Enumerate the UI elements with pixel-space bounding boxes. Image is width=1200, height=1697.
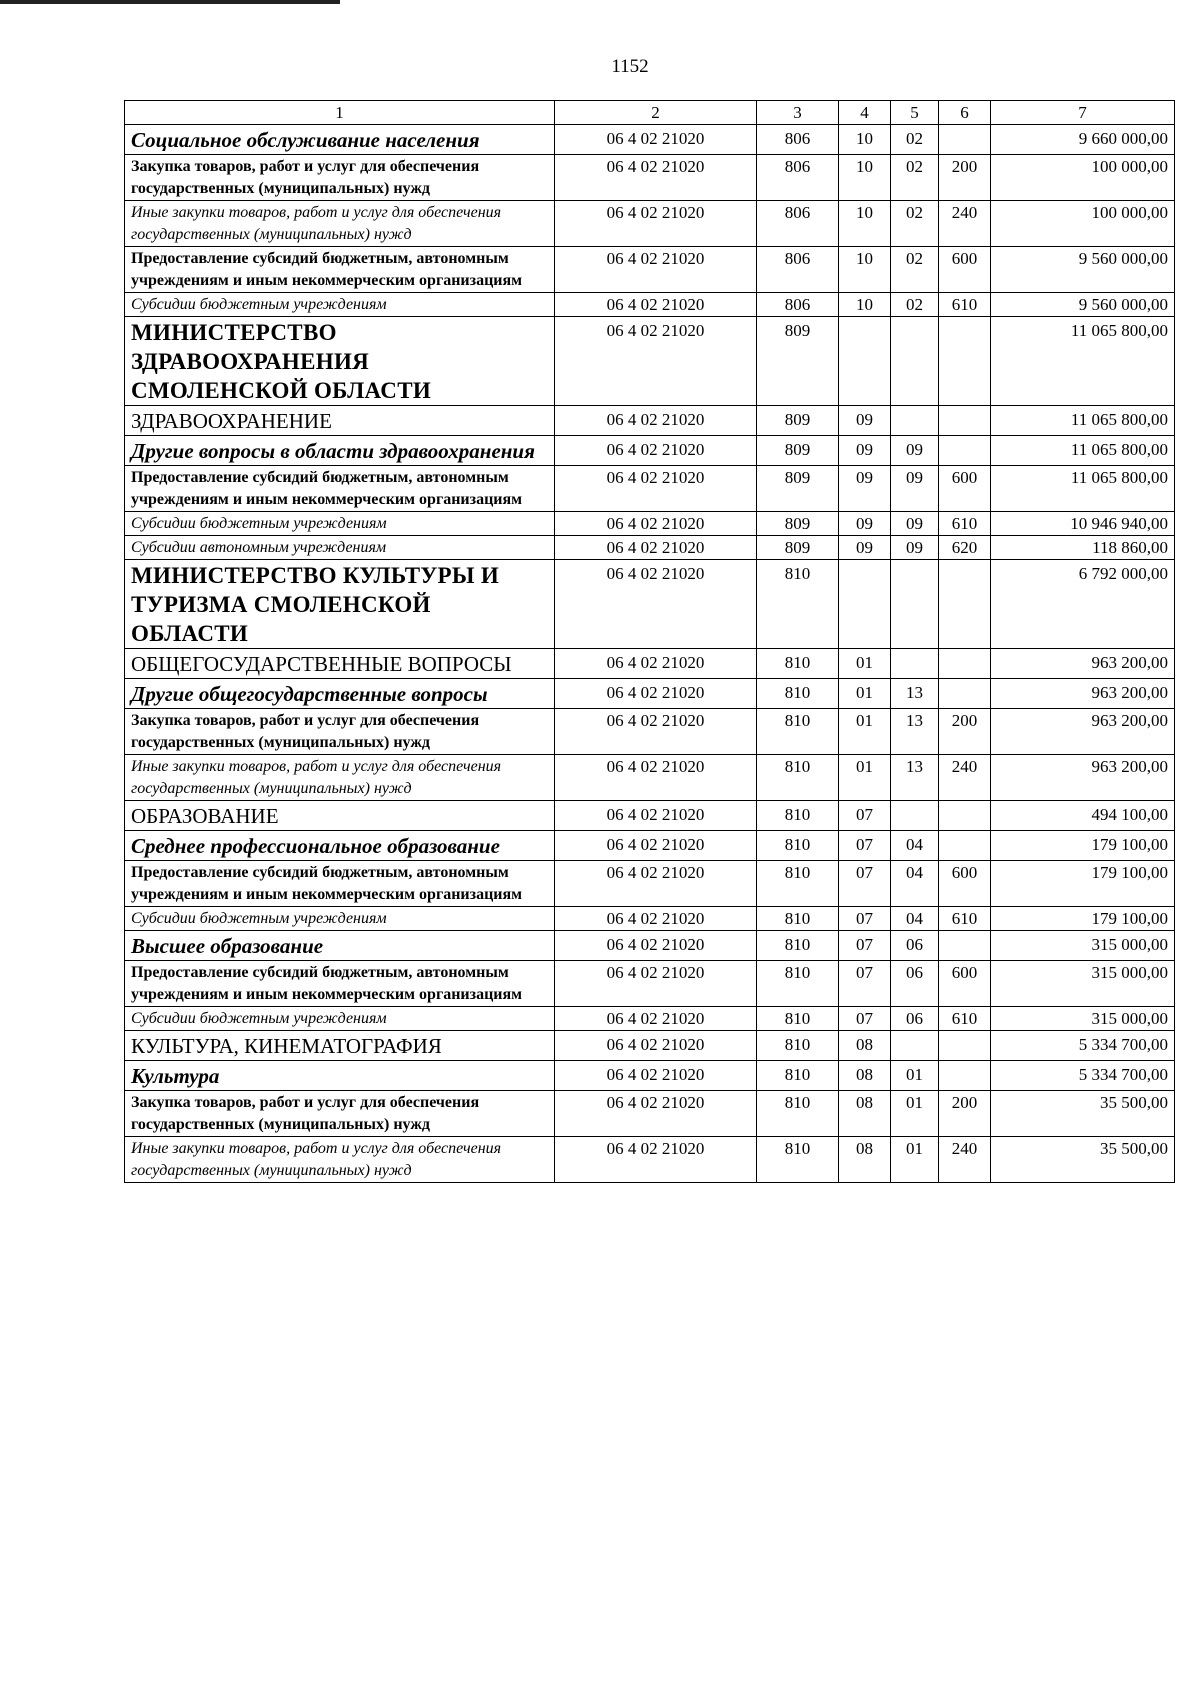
subsection-code-cell	[891, 1031, 939, 1061]
item-name-cell: КУЛЬТУРА, КИНЕМАТОГРАФИЯ	[125, 1031, 555, 1061]
table-row	[125, 1137, 1175, 1183]
amount-cell: 963 200,00	[991, 755, 1175, 801]
table-row	[125, 1061, 1175, 1091]
header-row	[125, 101, 1175, 125]
table-row	[125, 649, 1175, 679]
target-code-cell: 06 4 02 21020	[555, 125, 757, 155]
target-code-cell: 06 4 02 21020	[555, 466, 757, 512]
section-code-cell	[839, 560, 891, 649]
expense-type-code-cell: 240	[939, 755, 991, 801]
section-code-cell: 10	[839, 155, 891, 201]
item-name-cell: МИНИСТЕРСТВО КУЛЬТУРЫ И ТУРИЗМА СМОЛЕНСКОЙ ОБЛАСТИ	[125, 560, 555, 649]
target-code-cell: 06 4 02 21020	[555, 512, 757, 536]
subsection-code-cell: 09	[891, 466, 939, 512]
budget-table	[124, 100, 1175, 1183]
ministry-code-cell: 810	[757, 1137, 839, 1183]
table-row	[125, 466, 1175, 512]
item-name-cell: Субсидии бюджетным учреждениям	[125, 1007, 555, 1031]
target-code-cell: 06 4 02 21020	[555, 406, 757, 436]
ministry-code-cell: 809	[757, 466, 839, 512]
ministry-code-cell: 810	[757, 1061, 839, 1091]
ministry-code-cell: 810	[757, 861, 839, 907]
amount-cell: 11 065 800,00	[991, 317, 1175, 406]
subsection-code-cell: 04	[891, 861, 939, 907]
amount-cell: 9 560 000,00	[991, 247, 1175, 293]
ministry-code-cell: 810	[757, 831, 839, 861]
subsection-code-cell: 13	[891, 755, 939, 801]
ministry-code-cell: 806	[757, 155, 839, 201]
item-name-cell: Иные закупки товаров, работ и услуг для обеспечения государственных (муниципальных) нужд	[125, 201, 555, 247]
target-code-cell: 06 4 02 21020	[555, 931, 757, 961]
section-code-cell: 09	[839, 536, 891, 560]
expense-type-code-cell: 610	[939, 1007, 991, 1031]
subsection-code-cell	[891, 317, 939, 406]
amount-cell: 963 200,00	[991, 709, 1175, 755]
ministry-code-cell: 809	[757, 536, 839, 560]
table-row	[125, 125, 1175, 155]
ministry-code-cell: 809	[757, 406, 839, 436]
expense-type-code-cell	[939, 560, 991, 649]
item-name-cell: Высшее образование	[125, 931, 555, 961]
table-row	[125, 155, 1175, 201]
subsection-code-cell: 06	[891, 1007, 939, 1031]
item-name-cell: Закупка товаров, работ и услуг для обеспечения государственных (муниципальных) нужд	[125, 155, 555, 201]
ministry-code-cell: 809	[757, 436, 839, 466]
subsection-code-cell: 01	[891, 1137, 939, 1183]
amount-cell: 35 500,00	[991, 1137, 1175, 1183]
target-code-cell: 06 4 02 21020	[555, 560, 757, 649]
section-code-cell: 07	[839, 801, 891, 831]
item-name-cell: ОБЩЕГОСУДАРСТВЕННЫЕ ВОПРОСЫ	[125, 649, 555, 679]
target-code-cell: 06 4 02 21020	[555, 317, 757, 406]
ministry-code-cell: 809	[757, 317, 839, 406]
target-code-cell: 06 4 02 21020	[555, 247, 757, 293]
target-code-cell: 06 4 02 21020	[555, 293, 757, 317]
subsection-code-cell: 09	[891, 512, 939, 536]
col-header: 1	[125, 101, 555, 125]
item-name-cell: Предоставление субсидий бюджетным, автономным учреждениям и иным некоммерческим организациям	[125, 247, 555, 293]
table-row	[125, 831, 1175, 861]
expense-type-code-cell	[939, 317, 991, 406]
subsection-code-cell: 06	[891, 931, 939, 961]
amount-cell: 5 334 700,00	[991, 1031, 1175, 1061]
section-code-cell: 08	[839, 1137, 891, 1183]
scan-edge-mark	[0, 0, 340, 4]
table-row	[125, 801, 1175, 831]
ministry-code-cell: 810	[757, 801, 839, 831]
target-code-cell: 06 4 02 21020	[555, 801, 757, 831]
section-code-cell: 07	[839, 831, 891, 861]
table-row	[125, 1091, 1175, 1137]
section-code-cell: 09	[839, 406, 891, 436]
expense-type-code-cell: 240	[939, 1137, 991, 1183]
subsection-code-cell: 02	[891, 155, 939, 201]
target-code-cell: 06 4 02 21020	[555, 155, 757, 201]
expense-type-code-cell	[939, 406, 991, 436]
ministry-code-cell: 810	[757, 560, 839, 649]
amount-cell: 118 860,00	[991, 536, 1175, 560]
item-name-cell: Другие общегосударственные вопросы	[125, 679, 555, 709]
ministry-code-cell: 810	[757, 709, 839, 755]
item-name-cell: Субсидии автономным учреждениям	[125, 536, 555, 560]
table-row	[125, 1031, 1175, 1061]
amount-cell: 179 100,00	[991, 861, 1175, 907]
col-header: 2	[555, 101, 757, 125]
ministry-code-cell: 810	[757, 1091, 839, 1137]
section-code-cell: 07	[839, 961, 891, 1007]
target-code-cell: 06 4 02 21020	[555, 1091, 757, 1137]
section-code-cell: 07	[839, 1007, 891, 1031]
expense-type-code-cell: 600	[939, 247, 991, 293]
item-name-cell: Среднее профессиональное образование	[125, 831, 555, 861]
section-code-cell: 07	[839, 931, 891, 961]
table-row	[125, 861, 1175, 907]
amount-cell: 179 100,00	[991, 831, 1175, 861]
expense-type-code-cell: 200	[939, 709, 991, 755]
subsection-code-cell	[891, 560, 939, 649]
section-code-cell: 09	[839, 512, 891, 536]
subsection-code-cell: 09	[891, 536, 939, 560]
expense-type-code-cell: 610	[939, 512, 991, 536]
ministry-code-cell: 806	[757, 125, 839, 155]
target-code-cell: 06 4 02 21020	[555, 436, 757, 466]
section-code-cell: 10	[839, 293, 891, 317]
table-body	[125, 125, 1175, 1183]
expense-type-code-cell	[939, 679, 991, 709]
expense-type-code-cell	[939, 1061, 991, 1091]
target-code-cell: 06 4 02 21020	[555, 709, 757, 755]
amount-cell: 9 560 000,00	[991, 293, 1175, 317]
table-row	[125, 201, 1175, 247]
target-code-cell: 06 4 02 21020	[555, 961, 757, 1007]
target-code-cell: 06 4 02 21020	[555, 1137, 757, 1183]
item-name-cell: ОБРАЗОВАНИЕ	[125, 801, 555, 831]
amount-cell: 11 065 800,00	[991, 406, 1175, 436]
item-name-cell: Иные закупки товаров, работ и услуг для обеспечения государственных (муниципальных) нужд	[125, 755, 555, 801]
expense-type-code-cell: 600	[939, 466, 991, 512]
section-code-cell: 07	[839, 907, 891, 931]
amount-cell: 10 946 940,00	[991, 512, 1175, 536]
item-name-cell: Субсидии бюджетным учреждениям	[125, 907, 555, 931]
target-code-cell: 06 4 02 21020	[555, 679, 757, 709]
item-name-cell: Закупка товаров, работ и услуг для обеспечения государственных (муниципальных) нужд	[125, 709, 555, 755]
target-code-cell: 06 4 02 21020	[555, 1007, 757, 1031]
table-row	[125, 317, 1175, 406]
col-header: 3	[757, 101, 839, 125]
ministry-code-cell: 809	[757, 512, 839, 536]
ministry-code-cell: 810	[757, 961, 839, 1007]
item-name-cell: ЗДРАВООХРАНЕНИЕ	[125, 406, 555, 436]
item-name-cell: Предоставление субсидий бюджетным, автономным учреждениям и иным некоммерческим организациям	[125, 961, 555, 1007]
expense-type-code-cell: 600	[939, 961, 991, 1007]
amount-cell: 100 000,00	[991, 201, 1175, 247]
subsection-code-cell: 13	[891, 709, 939, 755]
subsection-code-cell: 02	[891, 201, 939, 247]
expense-type-code-cell	[939, 436, 991, 466]
amount-cell: 35 500,00	[991, 1091, 1175, 1137]
amount-cell: 315 000,00	[991, 961, 1175, 1007]
target-code-cell: 06 4 02 21020	[555, 536, 757, 560]
table-row	[125, 907, 1175, 931]
ministry-code-cell: 806	[757, 201, 839, 247]
item-name-cell: Субсидии бюджетным учреждениям	[125, 293, 555, 317]
section-code-cell: 08	[839, 1061, 891, 1091]
item-name-cell: Субсидии бюджетным учреждениям	[125, 512, 555, 536]
subsection-code-cell	[891, 649, 939, 679]
section-code-cell: 09	[839, 436, 891, 466]
item-name-cell: Социальное обслуживание населения	[125, 125, 555, 155]
amount-cell: 9 660 000,00	[991, 125, 1175, 155]
ministry-code-cell: 810	[757, 755, 839, 801]
amount-cell: 963 200,00	[991, 679, 1175, 709]
subsection-code-cell: 13	[891, 679, 939, 709]
amount-cell: 5 334 700,00	[991, 1061, 1175, 1091]
subsection-code-cell: 04	[891, 831, 939, 861]
subsection-code-cell: 09	[891, 436, 939, 466]
ministry-code-cell: 806	[757, 293, 839, 317]
item-name-cell: Культура	[125, 1061, 555, 1091]
target-code-cell: 06 4 02 21020	[555, 1031, 757, 1061]
table-row	[125, 961, 1175, 1007]
expense-type-code-cell	[939, 1031, 991, 1061]
ministry-code-cell: 810	[757, 649, 839, 679]
target-code-cell: 06 4 02 21020	[555, 831, 757, 861]
amount-cell: 100 000,00	[991, 155, 1175, 201]
amount-cell: 6 792 000,00	[991, 560, 1175, 649]
section-code-cell: 08	[839, 1091, 891, 1137]
section-code-cell: 10	[839, 125, 891, 155]
amount-cell: 315 000,00	[991, 931, 1175, 961]
amount-cell: 315 000,00	[991, 1007, 1175, 1031]
subsection-code-cell: 02	[891, 293, 939, 317]
subsection-code-cell	[891, 406, 939, 436]
expense-type-code-cell: 200	[939, 155, 991, 201]
expense-type-code-cell: 610	[939, 293, 991, 317]
expense-type-code-cell: 600	[939, 861, 991, 907]
target-code-cell: 06 4 02 21020	[555, 1061, 757, 1091]
target-code-cell: 06 4 02 21020	[555, 861, 757, 907]
col-header: 4	[839, 101, 891, 125]
table-row	[125, 709, 1175, 755]
item-name-cell: Закупка товаров, работ и услуг для обеспечения государственных (муниципальных) нужд	[125, 1091, 555, 1137]
amount-cell: 11 065 800,00	[991, 436, 1175, 466]
subsection-code-cell	[891, 801, 939, 831]
subsection-code-cell: 01	[891, 1091, 939, 1137]
section-code-cell: 09	[839, 466, 891, 512]
target-code-cell: 06 4 02 21020	[555, 649, 757, 679]
ministry-code-cell: 810	[757, 1031, 839, 1061]
section-code-cell: 01	[839, 679, 891, 709]
section-code-cell: 01	[839, 709, 891, 755]
amount-cell: 963 200,00	[991, 649, 1175, 679]
section-code-cell: 01	[839, 755, 891, 801]
section-code-cell: 10	[839, 201, 891, 247]
item-name-cell: Другие вопросы в области здравоохранения	[125, 436, 555, 466]
section-code-cell: 07	[839, 861, 891, 907]
expense-type-code-cell	[939, 831, 991, 861]
amount-cell: 494 100,00	[991, 801, 1175, 831]
item-name-cell: Предоставление субсидий бюджетным, автономным учреждениям и иным некоммерческим организациям	[125, 466, 555, 512]
subsection-code-cell: 01	[891, 1061, 939, 1091]
table-row	[125, 755, 1175, 801]
col-header: 7	[991, 101, 1175, 125]
table-row	[125, 679, 1175, 709]
section-code-cell: 01	[839, 649, 891, 679]
table-row	[125, 247, 1175, 293]
subsection-code-cell: 04	[891, 907, 939, 931]
col-header: 6	[939, 101, 991, 125]
amount-cell: 179 100,00	[991, 907, 1175, 931]
expense-type-code-cell	[939, 125, 991, 155]
target-code-cell: 06 4 02 21020	[555, 755, 757, 801]
table-row	[125, 293, 1175, 317]
subsection-code-cell: 02	[891, 247, 939, 293]
ministry-code-cell: 810	[757, 1007, 839, 1031]
subsection-code-cell: 06	[891, 961, 939, 1007]
amount-cell: 11 065 800,00	[991, 466, 1175, 512]
page-number: 1152	[611, 56, 649, 77]
subsection-code-cell: 02	[891, 125, 939, 155]
target-code-cell: 06 4 02 21020	[555, 201, 757, 247]
expense-type-code-cell	[939, 801, 991, 831]
expense-type-code-cell: 200	[939, 1091, 991, 1137]
item-name-cell: МИНИСТЕРСТВО ЗДРАВООХРАНЕНИЯ СМОЛЕНСКОЙ ОБЛАСТИ	[125, 317, 555, 406]
section-code-cell: 10	[839, 247, 891, 293]
table-row	[125, 536, 1175, 560]
ministry-code-cell: 806	[757, 247, 839, 293]
table-row	[125, 512, 1175, 536]
ministry-code-cell: 810	[757, 931, 839, 961]
expense-type-code-cell: 620	[939, 536, 991, 560]
target-code-cell: 06 4 02 21020	[555, 907, 757, 931]
expense-type-code-cell	[939, 649, 991, 679]
section-code-cell	[839, 317, 891, 406]
item-name-cell: Иные закупки товаров, работ и услуг для обеспечения государственных (муниципальных) нужд	[125, 1137, 555, 1183]
section-code-cell: 08	[839, 1031, 891, 1061]
table-row	[125, 931, 1175, 961]
table-row	[125, 406, 1175, 436]
ministry-code-cell: 810	[757, 679, 839, 709]
item-name-cell: Предоставление субсидий бюджетным, автономным учреждениям и иным некоммерческим организациям	[125, 861, 555, 907]
expense-type-code-cell: 610	[939, 907, 991, 931]
table-row	[125, 436, 1175, 466]
expense-type-code-cell: 240	[939, 201, 991, 247]
col-header: 5	[891, 101, 939, 125]
table-row	[125, 560, 1175, 649]
table-row	[125, 1007, 1175, 1031]
ministry-code-cell: 810	[757, 907, 839, 931]
expense-type-code-cell	[939, 931, 991, 961]
